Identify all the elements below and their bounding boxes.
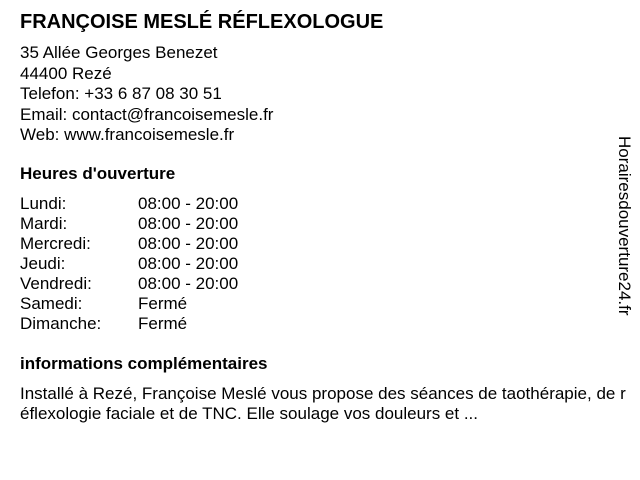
hours-value: 08:00 - 20:00: [138, 274, 239, 293]
hours-value: 08:00 - 20:00: [138, 254, 239, 273]
day-label: Jeudi:: [20, 254, 66, 273]
business-name: FRANÇOISE MESLÉ RÉFLEXOLOGUE: [20, 11, 384, 33]
city-postcode: 44400 Rezé: [20, 63, 112, 83]
email-address: Email: contact@francoisemesle.fr: [20, 104, 274, 124]
site-watermark: Horairesdouverture24.fr: [615, 136, 634, 316]
website-address: Web: www.francoisemesle.fr: [20, 125, 235, 144]
hours-value: Fermé: [138, 314, 188, 333]
day-label: Mercredi:: [20, 234, 91, 253]
opening-hours-heading: Heures d'ouverture: [20, 164, 176, 183]
day-label: Samedi:: [20, 294, 83, 313]
hours-value: Fermé: [138, 294, 188, 313]
hours-value: 08:00 - 20:00: [138, 194, 239, 213]
phone-number: Telefon: +33 6 87 08 30 51: [20, 84, 222, 103]
day-label: Mardi:: [20, 214, 68, 233]
day-label: Dimanche:: [20, 314, 102, 333]
additional-info-text: Installé à Rezé, Françoise Meslé vous propose des séances de taothérapie, de réflexologie faciale et de TNC. Elle soulage vos douleurs et ...: [20, 384, 626, 423]
day-label: Vendredi:: [20, 274, 92, 293]
hours-value: 08:00 - 20:00: [138, 234, 239, 253]
contact-details: [20, 43, 273, 146]
day-label: Lundi:: [20, 194, 67, 213]
street-address: 35 Allée Georges Benezet: [20, 43, 218, 62]
hours-value: 08:00 - 20:00: [138, 214, 239, 233]
additional-info-heading: informations complémentaires: [20, 354, 268, 373]
